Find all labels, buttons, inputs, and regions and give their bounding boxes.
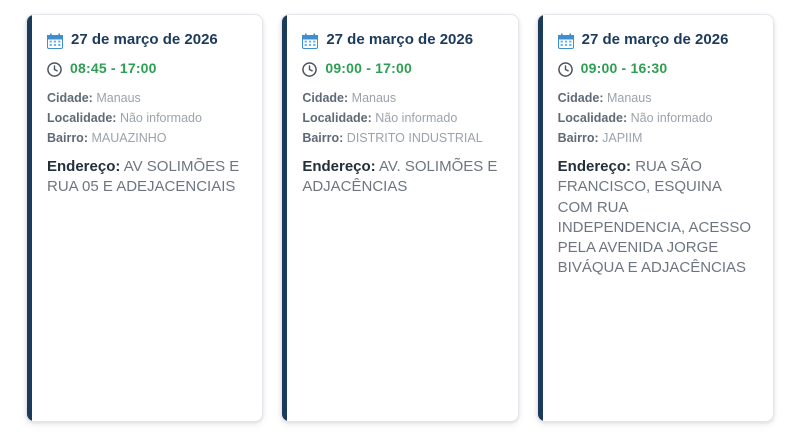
card-neighborhood [302, 129, 501, 147]
calendar-icon [302, 33, 318, 49]
outage-card[interactable] [26, 14, 263, 422]
card-time: 09:00 - 16:30 [580, 60, 668, 77]
card-city [558, 89, 757, 107]
neighborhood-value: MAUAZINHO [91, 131, 167, 145]
city-label: Cidade: [302, 90, 349, 105]
locality-label: Localidade: [47, 110, 117, 125]
card-time: 09:00 - 17:00 [325, 60, 412, 77]
address-value: AV. SOLIMÕES E ADJACÊNCIAS [302, 158, 498, 196]
locality-value: Não informado [630, 110, 713, 125]
card-date-row [302, 31, 501, 50]
neighborhood-label: Bairro: [47, 131, 88, 145]
address-value: RUA SÃO FRANCISCO, ESQUINA COM RUA INDEPENDENCIA, ACESSO PELA AVENIDA JORGE BIVÁQUA E ADJACÊNCIAS [557, 158, 752, 277]
card-date: 27 de março de 2026 [326, 31, 474, 48]
card-locality [558, 109, 757, 127]
card-date: 27 de março de 2026 [71, 31, 218, 48]
neighborhood-label: Bairro: [302, 131, 344, 145]
card-address [302, 157, 501, 198]
neighborhood-label: Bairro: [557, 131, 599, 145]
neighborhood-value: JAPIIM [602, 131, 643, 145]
card-date-row [558, 31, 757, 50]
card-city [302, 89, 501, 107]
address-label: Endereço: [557, 158, 632, 176]
city-label: Cidade: [557, 90, 604, 105]
locality-value: Não informado [119, 110, 202, 125]
outage-card[interactable] [537, 14, 774, 422]
clock-icon [47, 62, 62, 77]
locality-label: Localidade: [302, 110, 372, 125]
locality-label: Localidade: [557, 110, 628, 125]
card-locality [47, 109, 246, 127]
card-time-row [47, 60, 246, 77]
card-address [558, 157, 757, 279]
card-city [47, 89, 246, 107]
address-label: Endereço: [302, 158, 376, 176]
card-time: 08:45 - 17:00 [70, 60, 157, 77]
card-time-row [558, 60, 757, 77]
calendar-icon [47, 33, 63, 49]
city-label: Cidade: [47, 90, 93, 105]
outage-card[interactable] [281, 14, 518, 422]
city-value: Manaus [351, 90, 397, 105]
neighborhood-value: DISTRITO INDUSTRIAL [346, 131, 483, 145]
card-locality [302, 109, 501, 127]
card-neighborhood [47, 129, 246, 147]
locality-value: Não informado [375, 110, 458, 125]
card-neighborhood [558, 129, 757, 147]
city-value: Manaus [96, 90, 141, 105]
clock-icon [558, 62, 573, 77]
clock-icon [302, 62, 317, 77]
card-date: 27 de março de 2026 [581, 31, 729, 48]
card-time-row [302, 60, 501, 77]
card-address [47, 157, 246, 198]
address-label: Endereço: [47, 158, 121, 176]
city-value: Manaus [606, 90, 652, 105]
address-value: AV SOLIMÕES E RUA 05 E ADEJACENCIAIS [47, 158, 240, 196]
calendar-icon [558, 33, 574, 49]
card-date-row [47, 31, 246, 50]
